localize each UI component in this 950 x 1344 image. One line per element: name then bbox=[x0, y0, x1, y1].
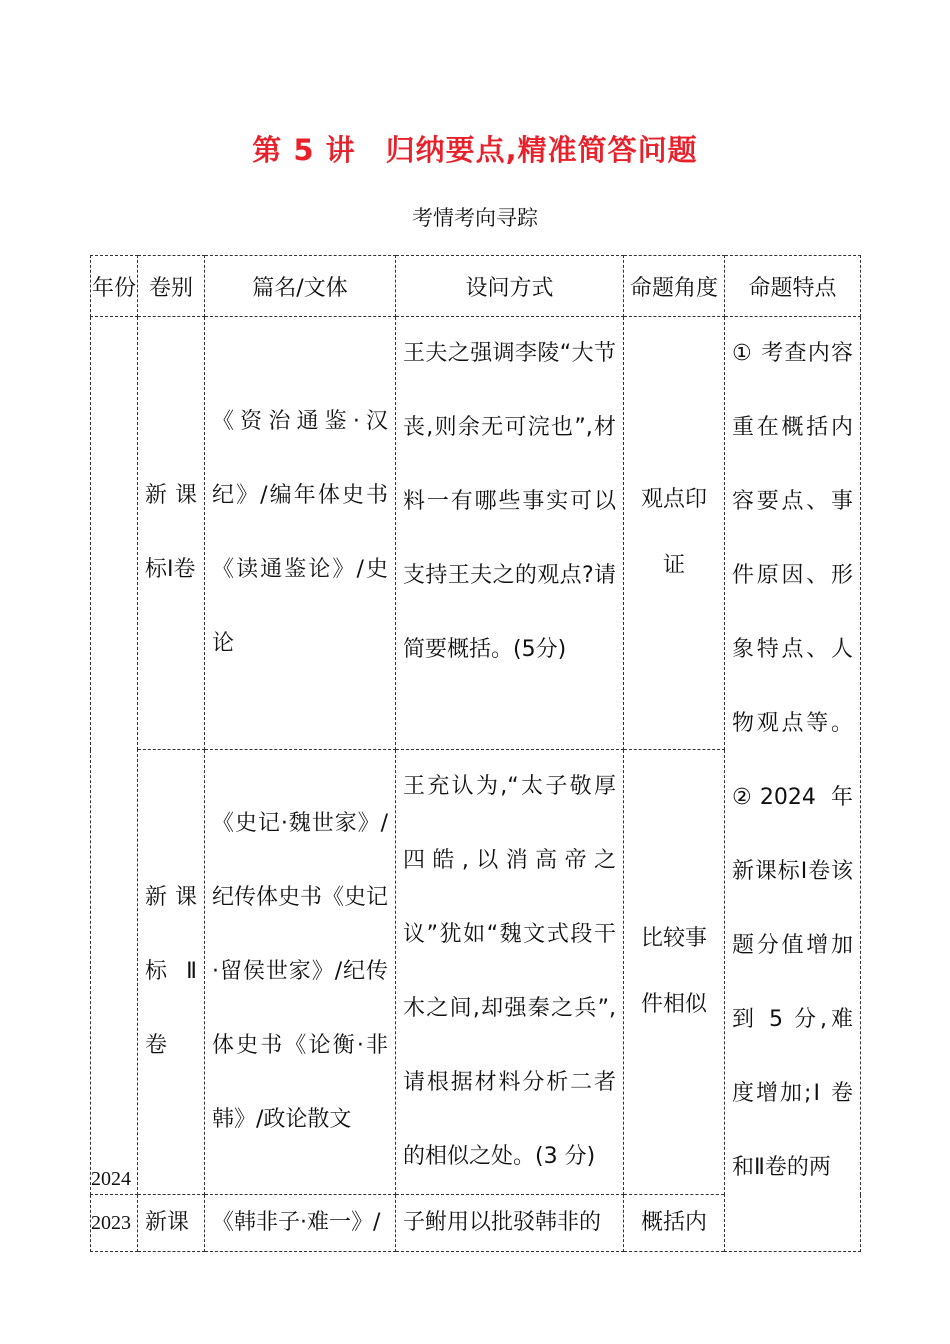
question-cell: 子鲋用以批驳韩非的 bbox=[396, 1195, 624, 1252]
source-cell: 《韩非子·难一》/ bbox=[205, 1195, 396, 1252]
angle-cell: 概括内 bbox=[624, 1195, 725, 1252]
exam-trend-table bbox=[90, 255, 861, 1252]
header-angle: 命题角度 bbox=[624, 256, 725, 317]
table-row bbox=[91, 317, 861, 750]
header-paper: 卷别 bbox=[138, 256, 205, 317]
source-cell: 《资治通鉴·汉纪》/编年体史书《读通鉴论》/史论 bbox=[205, 317, 396, 750]
year-cell-2023: 2023 bbox=[91, 1195, 138, 1252]
paper-cell: 新课 bbox=[138, 1195, 205, 1252]
question-cell: 王充认为,“太子敬厚四皓,以消高帝之议”犹如“魏文式段干木之间,却强秦之兵”,请根据材料分析二者的相似之处。(3 分) bbox=[396, 750, 624, 1195]
header-question: 设问方式 bbox=[396, 256, 624, 317]
source-cell: 《史记·魏世家》/纪传体史书《史记·留侯世家》/纪传体史书《论衡·非韩》/政论散文 bbox=[205, 750, 396, 1195]
table-header-row bbox=[91, 256, 861, 317]
paper-cell: 新课标Ⅰ卷 bbox=[138, 317, 205, 750]
angle-cell: 比较事件相似 bbox=[624, 750, 725, 1195]
year-cell-2024: 2024 bbox=[91, 317, 138, 1195]
angle-cell: 观点印证 bbox=[624, 317, 725, 750]
header-features: 命题特点 bbox=[725, 256, 861, 317]
features-cell: ① 考查内容重在概括内容要点、事件原因、形象特点、人物观点等。②2024 年新课标Ⅰ卷该题分值增加到 5 分,难度增加;Ⅰ 卷和Ⅱ卷的两 bbox=[725, 317, 861, 1252]
section-subtitle: 考情考向寻踪 bbox=[412, 206, 538, 230]
header-source: 篇名/文体 bbox=[205, 256, 396, 317]
question-cell: 王夫之强调李陵“大节丧,则余无可浣也”,材料一有哪些事实可以支持王夫之的观点?请简要概括。(5分) bbox=[396, 317, 624, 750]
page-title: 第 5 讲 归纳要点,精准简答问题 bbox=[252, 133, 698, 167]
header-year: 年份 bbox=[91, 256, 138, 317]
paper-cell: 新课标Ⅱ卷 bbox=[138, 750, 205, 1195]
